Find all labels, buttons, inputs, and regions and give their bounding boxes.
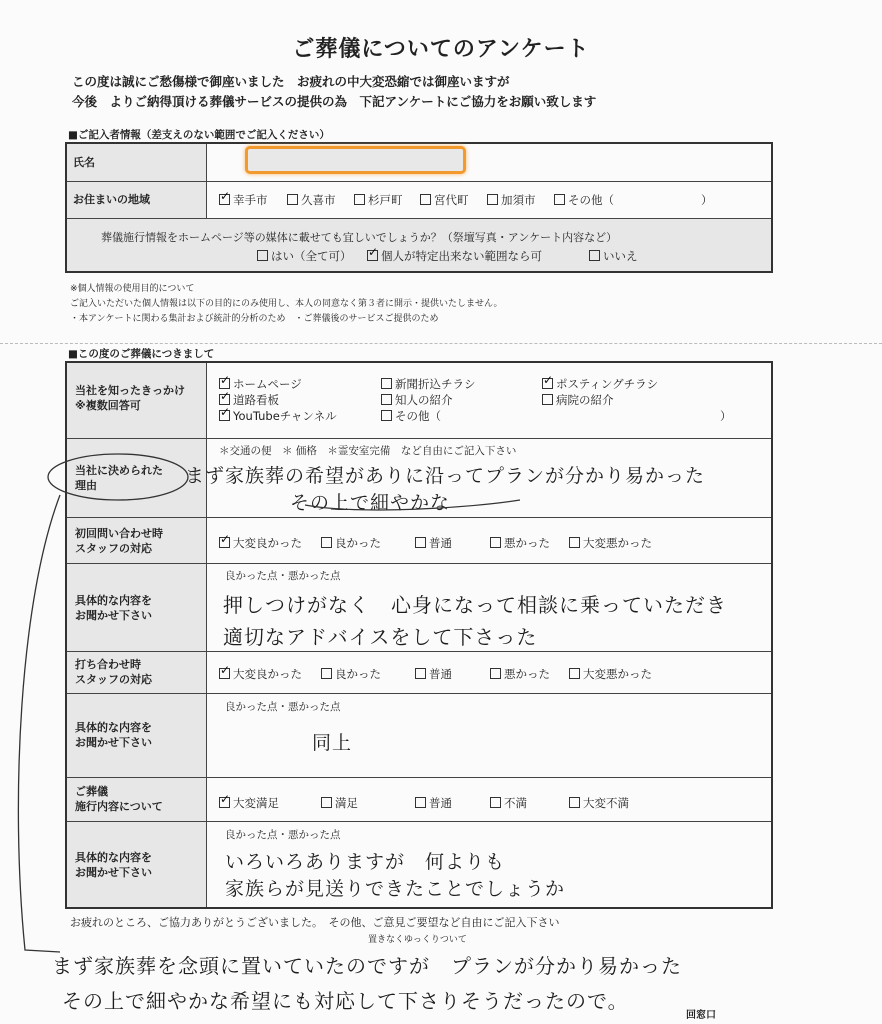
detail-1-hint: 良かった点・悪かった点: [225, 570, 341, 582]
closing-handwriting-small: 置きなくゆっくりついて: [368, 935, 467, 945]
area-option-other[interactable]: その他（: [554, 192, 614, 208]
closing-text: お疲れのところ、ご協力ありがとうございました。 その他、ご意見ご要望など自由にご記入下さい: [70, 916, 560, 929]
source-homepage[interactable]: ✓ホームページ: [219, 376, 302, 392]
publish-option-anonymous[interactable]: ✓ 個人が特定出来ない範囲なら可: [367, 248, 542, 264]
reason-hint: ＊交通の便 ＊ 価格 ＊霊安室完備 など自由にご記入下さい: [219, 445, 517, 457]
detail-1-handwriting-1: 押しつけがなく 心身になって相談に乗っていただき: [223, 593, 727, 617]
source-posting[interactable]: ✓ ポスティングチラシ: [542, 376, 658, 392]
reason-handwriting-2: その上で細やかな: [290, 492, 451, 514]
area-option-kazo[interactable]: 加須市: [487, 192, 536, 208]
intro-line-1: この度は誠にご愁傷様で御座いました お疲れの中大変恐縮では御座いますが: [72, 74, 510, 89]
first-contact-normal[interactable]: 普通: [415, 535, 452, 551]
meeting-bad[interactable]: 悪かった: [490, 666, 550, 682]
source-other-close: ）: [720, 409, 732, 423]
detail-3-handwriting-1: いろいろありますが 何よりも: [225, 851, 506, 873]
area-option-kuki[interactable]: 久喜市: [287, 192, 336, 208]
meeting-very-bad[interactable]: 大変悪かった: [569, 666, 652, 682]
area-option-miyashiro[interactable]: 宮代町: [420, 192, 469, 208]
detail-2-handwriting: 同上: [312, 732, 353, 754]
annotation-underline: [305, 500, 520, 510]
reason-handwriting-1: まず家族葬の希望がありに沿ってプランが分かり易かった: [185, 465, 706, 487]
detail-2-hint: 良かった点・悪かった点: [225, 701, 341, 713]
first-contact-bad[interactable]: 悪かった: [490, 535, 550, 551]
source-roadsign[interactable]: ✓道路看板: [219, 392, 279, 408]
ceremony-normal[interactable]: 普通: [415, 795, 452, 811]
closing-handwriting-2: その上で細やかな希望にも対応して下さりそうだったので。: [62, 989, 629, 1013]
annotation-arrow: [18, 495, 60, 952]
ceremony-label: ご葬儀 施行内容について: [75, 785, 163, 813]
footer-code: 回窓口: [686, 1010, 716, 1021]
ceremony-very-satisfied[interactable]: ✓ 大変満足: [219, 795, 279, 811]
first-contact-very-bad[interactable]: 大変悪かった: [569, 535, 652, 551]
publish-option-no[interactable]: いいえ: [589, 248, 638, 264]
source-youtube[interactable]: ✓YouTubeチャンネル: [219, 408, 337, 424]
detail-3-handwriting-2: 家族らが見送りできたことでしょうか: [225, 878, 566, 900]
detail-3-hint: 良かった点・悪かった点: [225, 829, 341, 841]
meeting-label: 打ち合わせ時 スタッフの対応: [75, 658, 152, 686]
intro-line-2: 今後 よりご納得頂ける葬儀サービスの提供の為 下記アンケートにご協力をお願い致します: [72, 94, 597, 109]
source-hospital[interactable]: 病院の紹介: [542, 392, 614, 408]
section-1-heading: ■ご記入者情報（差支えのない範囲でご記入ください）: [68, 129, 330, 141]
privacy-title: ※個人情報の使用目的について: [70, 284, 195, 294]
publish-question: 葬儀施行情報をホームページ等の媒体に載せても宜しいでしょうか？（祭壇写真・アンケート内容など）: [101, 231, 618, 244]
source-acquaintance[interactable]: 知人の紹介: [381, 392, 453, 408]
meeting-very-good[interactable]: ✓ 大変良かった: [219, 666, 302, 682]
privacy-text: ご記入いただいた個人情報は以下の目的にのみ使用し、本人の同意なく第３者に開示・提供いたしません。: [70, 299, 503, 309]
first-contact-label: 初回問い合わせ時 スタッフの対応: [75, 527, 163, 555]
section-2-heading: ■この度のご葬儀につきまして: [68, 348, 215, 360]
source-newspaper[interactable]: 新聞折込チラシ: [381, 376, 476, 392]
meeting-good[interactable]: 良かった: [321, 666, 381, 682]
first-contact-good[interactable]: 良かった: [321, 535, 381, 551]
detail-1-label: 具体的な内容を お聞かせ下さい: [75, 594, 152, 622]
page-title: ご葬儀についてのアンケート: [292, 37, 590, 62]
reason-label: 当社に決められた 理由: [75, 464, 163, 492]
area-other-close: ）: [701, 193, 713, 207]
privacy-purposes: ・本アンケートに関わる集計および統計的分析のため ・ご葬儀後のサービスご提供のため: [70, 314, 439, 324]
detail-1-handwriting-2: 適切なアドバイスをして下さった: [223, 625, 538, 649]
annotation-circle: [48, 454, 188, 500]
closing-handwriting-1: まず家族葬を念頭に置いていたのですが プランが分かり易かった: [52, 954, 682, 978]
area-option-satte[interactable]: ✓ 幸手市: [219, 192, 268, 208]
detail-2-label: 具体的な内容を お聞かせ下さい: [75, 721, 152, 749]
area-option-sugito[interactable]: 杉戸町: [354, 192, 403, 208]
detail-3-label: 具体的な内容を お聞かせ下さい: [75, 851, 152, 879]
meeting-normal[interactable]: 普通: [415, 666, 452, 682]
ceremony-very-dissatisfied[interactable]: 大変不満: [569, 795, 629, 811]
source-label: 当社を知ったきっかけ ※複数回答可: [75, 384, 185, 412]
source-other[interactable]: その他（: [381, 408, 441, 424]
first-contact-very-good[interactable]: ✓ 大変良かった: [219, 535, 302, 551]
name-label: 氏名: [73, 156, 95, 169]
ceremony-satisfied[interactable]: 満足: [321, 795, 358, 811]
publish-option-all[interactable]: はい（全て可）: [257, 248, 352, 264]
area-label: お住まいの地域: [73, 193, 150, 206]
ceremony-dissatisfied[interactable]: 不満: [490, 795, 527, 811]
